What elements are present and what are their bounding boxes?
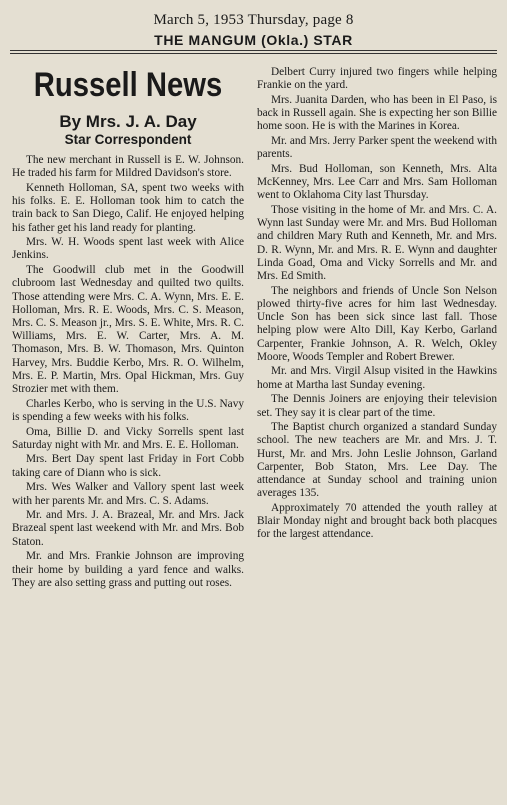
paragraph: Delbert Curry injured two fingers while helping Frankie on the yard.	[257, 66, 497, 92]
paragraph: Mr. and Mrs. Frankie Johnson are improving their home by building a yard fence and walks. They are also setting grass and putting out roses.	[12, 550, 244, 589]
paragraph: Those visiting in the home of Mr. and Mrs. C. A. Wynn last Sunday were Mr. and Mrs. Bud Holloman and children Mary Ruth and Kenneth, Mr. and Mrs. D. R. Wynn, Mr. and Mrs. R. E. Wynn and daughter Linda Goad, Oma and Vicky Sorrells and Mr. and Mrs. Ed Smith.	[257, 204, 497, 283]
paragraph: Mrs. W. H. Woods spent last week with Alice Jenkins.	[12, 236, 244, 262]
byline: By Mrs. J. A. Day	[59, 112, 197, 131]
paragraph: Approximately 70 attended the youth ralley at Blair Monday night and brought back both placques for the largest attendance.	[257, 502, 497, 541]
paragraph: Mr. and Mrs. Virgil Alsup visited in the Hawkins home at Martha last Sunday evening.	[257, 365, 497, 391]
masthead: THE MANGUM (Okla.) STAR	[154, 32, 353, 48]
headline: Russell News	[33, 66, 223, 104]
paragraph: Oma, Billie D. and Vicky Sorrells spent last Saturday night with Mr. and Mrs. E. E. Holloman.	[12, 425, 244, 451]
left-column	[12, 60, 244, 592]
paragraph: Mr. and Mrs. Jerry Parker spent the weekend with parents.	[257, 135, 497, 161]
paragraph: Kenneth Holloman, SA, spent two weeks with his folks. E. E. Holloman took him to catch the train back to San Diego, Calif. He enjoyed helping his father get his land ready for planting.	[12, 181, 244, 234]
masthead-rule-bottom	[10, 53, 497, 54]
paragraph: Mrs. Bud Holloman, son Kenneth, Mrs. Alta McKenney, Mrs. Lee Carr and Mrs. Sam Holloman went to Oklahoma City last Thursday.	[257, 162, 497, 202]
dateline: March 5, 1953 Thursday, page 8	[153, 12, 354, 28]
paragraph: Mrs. Bert Day spent last Friday in Fort Cobb taking care of Diann who is sick.	[12, 453, 244, 479]
paragraph: Charles Kerbo, who is serving in the U.S. Navy is spending a few weeks with his folks.	[12, 397, 244, 423]
correspondent-title: Star Correspondent	[64, 132, 192, 147]
right-column	[257, 66, 497, 543]
paragraph: The Dennis Joiners are enjoying their television set. They say it is clear part of the time.	[257, 393, 497, 419]
paragraph: The Goodwill club met in the Goodwill clubroom last Wednesday and quilted two quilts. Those attending were Mrs. C. A. Wynn, Mrs. E. E. Holloman, Mrs. R. E. Woods, Mrs. C. S. Meason, Mrs. C. S. Meason jr., Mrs. S. E. White, Mrs. R. C. Williams, Mrs. E. W. Carter, Mrs. A. M. Thomason, Mrs. B. W. Thomason, Mrs. Quinton Harvey, Mrs. Buddie Kerbo, Mrs. R. O. Wilhelm, Mrs. E. P. Martin, Mrs. Opal Hickman, Mrs. Guy Strozier met with them.	[12, 264, 244, 395]
paragraph: Mr. and Mrs. J. A. Brazeal, Mr. and Mrs. Jack Brazeal spent last weekend with Mr. and Mrs. Bob Staton.	[12, 509, 244, 548]
paragraph: Mrs. Wes Walker and Vallory spent last week with her parents Mr. and Mrs. C. S. Adams.	[12, 481, 244, 507]
masthead-rule-top	[10, 50, 497, 51]
paragraph: The Baptist church organized a standard Sunday school. The new teachers are Mr. and Mrs. J. T. Hurst, Mr. and Mrs. John Leslie Johnson, Garland Carpenter, Bob Staton, Mrs. Lee Day. The attendance at Sunday school and training union averages 135.	[257, 421, 497, 500]
paragraph: Mrs. Juanita Darden, who has been in El Paso, is back in Russell again. She is expecting her son Billie home soon. He is with the Marines in Korea.	[257, 93, 497, 133]
paragraph: The neighbors and friends of Uncle Son Nelson plowed thirty-five acres for him last Wednesday. Uncle Son has been sick since last fall. Those helping plow were Alto Dill, Kay Kerbo, Garland Carpenter, Frankie Johnson, A. R. Welch, Okley Moore, Woods Templer and Robert Brewer.	[257, 284, 497, 363]
paragraph: The new merchant in Russell is E. W. Johnson. He traded his farm for Mildred Davidson's store.	[12, 154, 244, 180]
